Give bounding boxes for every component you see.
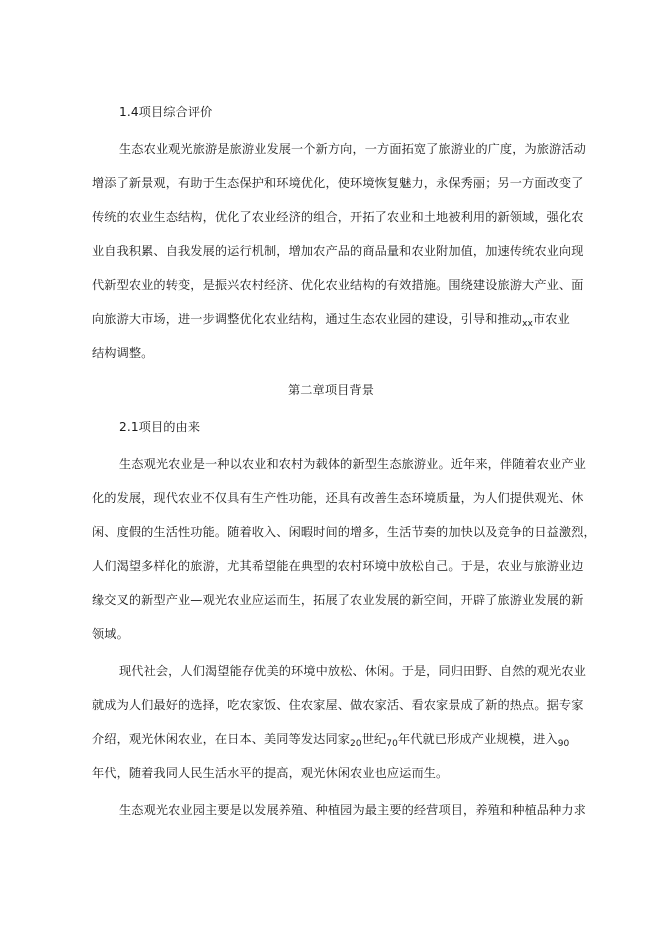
section-heading-1-4: 1.4项目综合评价 — [119, 105, 213, 119]
paragraph-line: 增添了新景观，有助于生态保护和环境优化，使环境恢复魅力，永保秀丽；另一方面改变了 — [92, 176, 584, 190]
text-run: 年代就已形成产业规模，进入 — [397, 732, 558, 746]
paragraph-line: 现代社会，人们渴望能存优美的环境中放松、休闲。于是，同归田野、自然的观光农业 — [119, 664, 586, 678]
paragraph-line — [92, 311, 570, 329]
paragraph-line: 化的发展，现代农业不仅具有生产性功能，还具有改善生态环境质量，为人们提供观光、休 — [92, 491, 584, 505]
paragraph-line: 领域。 — [92, 627, 129, 641]
paragraph-line: 生态农业观光旅游是旅游业发展一个新方向，一方面拓宽了旅游业的广度，为旅游活动 — [119, 142, 586, 156]
paragraph-line: 生态观光农业园主要是以发展养殖、种植园为最主要的经营项目，养殖和种植品种力求 — [119, 803, 586, 817]
paragraph-line: 闲、度假的生活性功能。随着收入、闲暇时间的增多，生活节奏的加快以及竞争的日益激烈， — [92, 525, 596, 539]
text-run: 世纪 — [361, 732, 387, 746]
text-run-latin: xx — [522, 319, 533, 329]
paragraph-line: 结构调整。 — [92, 346, 154, 360]
paragraph-line: 缘交叉的新型产业—观光农业应运而生，拓展了农业发展的新空间，开辟了旅游业发展的新 — [92, 593, 584, 607]
paragraph-line — [92, 731, 569, 749]
paragraph-line: 传统的农业生态结构，优化了农业经济的组合，开拓了农业和土地被利用的新领域，强化农 — [92, 210, 584, 224]
section-heading-2-1: 2.1项目的由来 — [119, 420, 201, 434]
paragraph-line: 业自我积累、自我发展的运行机制，增加农产品的商品量和农业附加值，加速传统农业向现 — [92, 244, 584, 258]
text-run: 向旅游大市场，进一步调整优化农业结构，通过生态农业园的建设，引导和推动 — [92, 312, 523, 326]
text-run: 介绍，观光休闲农业，在日本、美同等发达同家 — [92, 732, 351, 746]
text-run: 市农业 — [532, 312, 570, 326]
number-run: 90 — [557, 739, 570, 749]
paragraph-line: 年代，随着我同人民生活水平的提高，观光休闲农业也应运而生。 — [92, 766, 449, 780]
chapter-title: 第二章项目背景 — [287, 383, 374, 397]
number-run: 70 — [386, 739, 398, 749]
paragraph-line: 人们渴望多样化的旅游，尤其希望能在典型的农村环境中放松自己。于是，农业与旅游业边 — [92, 559, 584, 573]
paragraph-line: 代新型农业的转变，是振兴农村经济、优化农业结构的有效措施。围绕建设旅游大产业、面 — [92, 278, 584, 292]
paragraph-line: 生态观光农业是一种以农业和农村为载体的新型生态旅游业。近年来，伴随着农业产业 — [119, 457, 586, 471]
number-run: 20 — [350, 739, 362, 749]
paragraph-line: 就成为人们最好的选择，吃农家饭、住农家屋、做农家活、看农家景成了新的热点。据专家 — [92, 698, 584, 712]
